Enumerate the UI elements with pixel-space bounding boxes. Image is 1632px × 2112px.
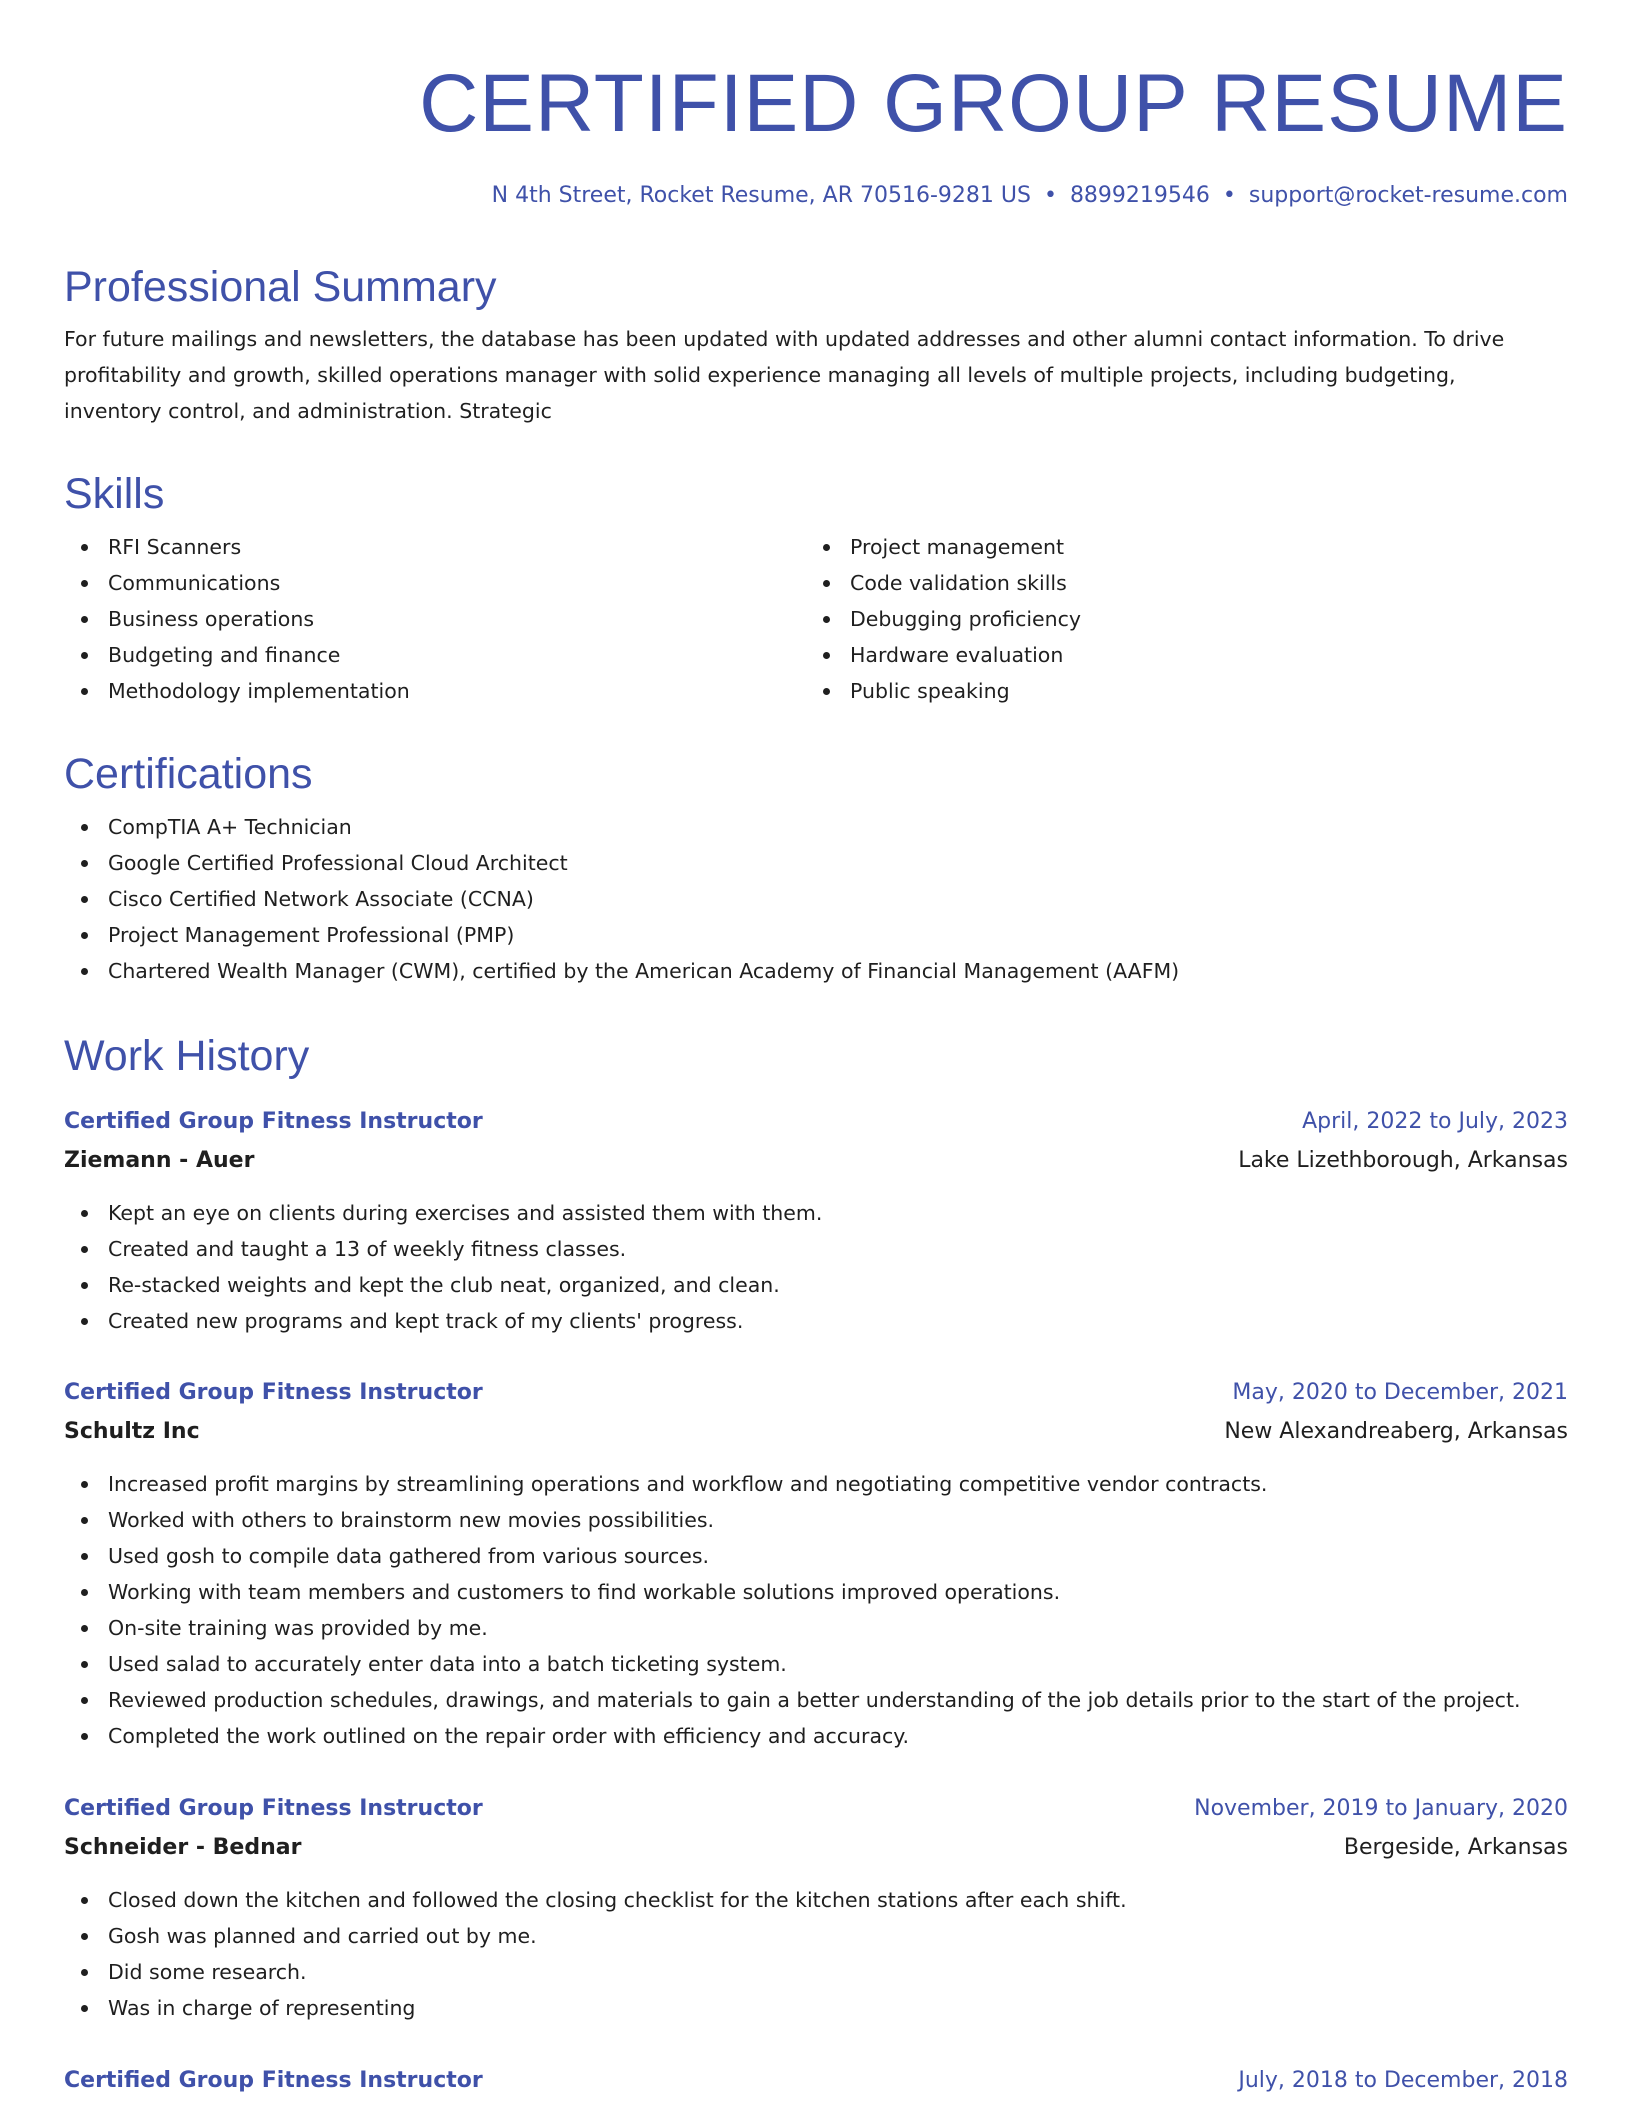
contact-phone: 8899219546 <box>1069 183 1210 208</box>
job-company: Schultz Inc <box>64 1419 200 1444</box>
job-entry <box>64 1374 1568 1754</box>
contact-line <box>492 181 1568 211</box>
job-entry <box>64 1790 1568 2026</box>
job-duties-list <box>64 1195 1568 1339</box>
job-duty: Created new programs and kept track of my clients' progress. <box>64 1303 1568 1339</box>
skill-item: Hardware evaluation <box>806 637 1548 673</box>
job-dates: November, 2019 to January, 2020 <box>1194 1796 1568 1821</box>
job-duty: Used gosh to compile data gathered from various sources. <box>64 1538 1568 1574</box>
job-duty: Closed down the kitchen and followed the closing checklist for the kitchen stations after each shift. <box>64 1882 1568 1918</box>
skill-item: Project management <box>806 529 1548 565</box>
skill-item: Business operations <box>64 601 806 637</box>
skill-item: Debugging proficiency <box>806 601 1548 637</box>
skill-item: Code validation skills <box>806 565 1548 601</box>
job-duties-list <box>64 1466 1568 1754</box>
job-location: Bergeside, Arkansas <box>1343 1835 1568 1860</box>
certification-item: Chartered Wealth Manager (CWM), certified by the American Academy of Financial Management (AAFM) <box>64 953 1568 989</box>
skills-heading: Skills <box>64 470 165 518</box>
resume-title: CERTIFIED GROUP RESUME <box>419 58 1568 149</box>
job-dates: April, 2022 to July, 2023 <box>1302 1109 1568 1134</box>
skills-columns <box>64 529 1568 709</box>
job-duty: Re-stacked weights and kept the club neat, organized, and clean. <box>64 1267 1568 1303</box>
skills-list-left <box>64 529 806 709</box>
certification-item: Google Certified Professional Cloud Architect <box>64 845 1568 881</box>
job-title: Certified Group Fitness Instructor <box>64 1796 483 1821</box>
job-duty: Worked with others to brainstorm new movies possibilities. <box>64 1502 1568 1538</box>
certification-item: CompTIA A+ Technician <box>64 809 1568 845</box>
job-company: Schneider - Bednar <box>64 1835 302 1860</box>
job-location: Lake Lizethborough, Arkansas <box>1238 1148 1568 1173</box>
job-duty: Gosh was planned and carried out by me. <box>64 1918 1568 1954</box>
job-entry <box>64 1103 1568 1339</box>
skill-item: RFI Scanners <box>64 529 806 565</box>
skill-item: Communications <box>64 565 806 601</box>
job-duty: Kept an eye on clients during exercises and assisted them with them. <box>64 1195 1568 1231</box>
job-title: Certified Group Fitness Instructor <box>64 1380 483 1405</box>
job-duty: Working with team members and customers to find workable solutions improved operations. <box>64 1574 1568 1610</box>
skills-section <box>64 469 1568 709</box>
job-duty: On-site training was provided by me. <box>64 1610 1568 1646</box>
work-history-heading: Work History <box>64 1032 310 1080</box>
skill-item: Public speaking <box>806 673 1548 709</box>
contact-separator: • <box>1043 183 1057 208</box>
summary-line: profitability and growth, skilled operations manager with solid experience managing all levels of multiple projects, including budgeting, <box>64 363 1456 387</box>
job-title: Certified Group Fitness Instructor <box>64 1109 483 1134</box>
certifications-list <box>64 809 1568 989</box>
job-duty: Created and taught a 13 of weekly fitness classes. <box>64 1231 1568 1267</box>
summary-line: For future mailings and newsletters, the database has been updated with updated addresses and other alumni contact information. To drive <box>64 327 1505 351</box>
job-company: Ziemann - Auer <box>64 1148 255 1173</box>
job-entry <box>64 2062 1568 2100</box>
summary-heading: Professional Summary <box>64 263 497 311</box>
certifications-section <box>64 749 1568 989</box>
certifications-heading: Certifications <box>64 750 313 798</box>
summary-line: inventory control, and administration. Strategic <box>64 399 552 423</box>
contact-separator: • <box>1222 183 1236 208</box>
job-title: Certified Group Fitness Instructor <box>64 2068 483 2093</box>
certification-item: Cisco Certified Network Associate (CCNA) <box>64 881 1568 917</box>
summary-text <box>64 321 1568 429</box>
contact-email: support@rocket-resume.com <box>1248 183 1568 208</box>
job-duties-list <box>64 1882 1568 2026</box>
skills-list-right <box>806 529 1548 709</box>
job-duty: Used salad to accurately enter data into a batch ticketing system. <box>64 1646 1568 1682</box>
contact-address: N 4th Street, Rocket Resume, AR 70516-9281 US <box>491 183 1031 208</box>
job-duty: Increased profit margins by streamlining operations and workflow and negotiating competitive vendor contracts. <box>64 1466 1568 1502</box>
certification-item: Project Management Professional (PMP) <box>64 917 1568 953</box>
skill-item: Methodology implementation <box>64 673 806 709</box>
job-dates: July, 2018 to December, 2018 <box>1238 2068 1568 2093</box>
work-history-section <box>64 1031 1568 1081</box>
job-duty: Completed the work outlined on the repair order with efficiency and accuracy. <box>64 1718 1568 1754</box>
job-duty: Was in charge of representing <box>64 1990 1568 2026</box>
skill-item: Budgeting and finance <box>64 637 806 673</box>
job-duty: Did some research. <box>64 1954 1568 1990</box>
job-location: New Alexandreaberg, Arkansas <box>1224 1419 1568 1444</box>
summary-section <box>64 262 1568 429</box>
job-dates: May, 2020 to December, 2021 <box>1232 1380 1568 1405</box>
job-duty: Reviewed production schedules, drawings, and materials to gain a better understanding of the job details prior to the start of the project. <box>64 1682 1568 1718</box>
